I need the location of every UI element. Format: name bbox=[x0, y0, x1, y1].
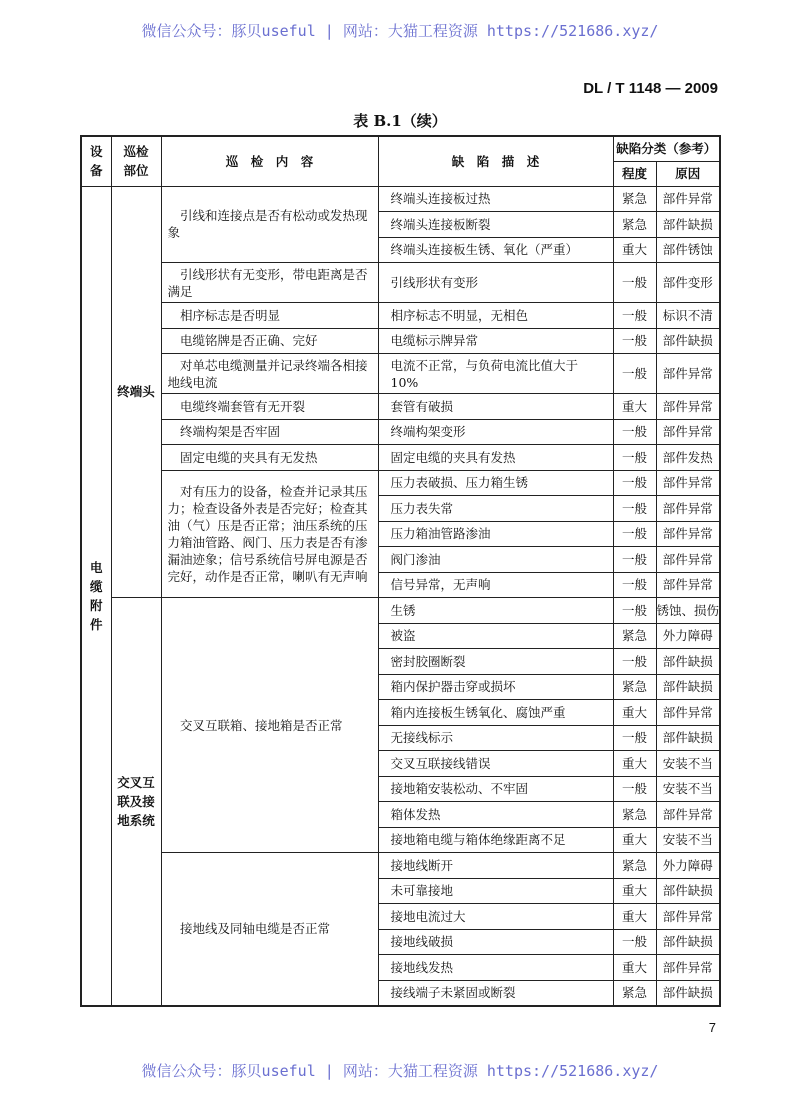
table-caption: 表 B.1（续） bbox=[353, 112, 447, 130]
content-cell: 引线形状有无变形，带电距离是否满足 bbox=[161, 263, 378, 303]
severity-cell: 一般 bbox=[613, 496, 656, 522]
severity-cell: 重大 bbox=[613, 751, 656, 777]
cause-cell: 部件异常 bbox=[656, 547, 720, 573]
table-row bbox=[81, 598, 720, 624]
severity-cell: 一般 bbox=[613, 598, 656, 624]
defect-cell: 接地线发热 bbox=[378, 955, 613, 981]
cause-cell: 部件异常 bbox=[656, 802, 720, 828]
header-category: 缺陷分类（参考） bbox=[613, 136, 720, 161]
severity-cell: 紧急 bbox=[613, 186, 656, 212]
defect-cell: 接地箱电缆与箱体绝缘距离不足 bbox=[378, 827, 613, 853]
severity-cell: 重大 bbox=[613, 700, 656, 726]
content-cell: 电缆终端套管有无开裂 bbox=[161, 394, 378, 420]
cause-cell: 部件缺损 bbox=[656, 328, 720, 354]
defect-cell: 生锈 bbox=[378, 598, 613, 624]
severity-cell: 重大 bbox=[613, 878, 656, 904]
cause-cell: 外力障碍 bbox=[656, 853, 720, 879]
inspection-table bbox=[80, 135, 721, 1007]
location-cell: 交叉互 联及接 地系统 bbox=[111, 598, 161, 1006]
page-number: 7 bbox=[708, 1020, 716, 1035]
defect-cell: 箱内保护器击穿或损坏 bbox=[378, 674, 613, 700]
cause-cell: 部件缺损 bbox=[656, 878, 720, 904]
cause-cell: 部件变形 bbox=[656, 263, 720, 303]
content-cell: 终端构架是否牢固 bbox=[161, 419, 378, 445]
watermark-top: 微信公众号：豚贝useful | 网站：大猫工程资源 https://521686.xyz/ bbox=[141, 22, 659, 40]
cause-cell: 标识不清 bbox=[656, 303, 720, 329]
cause-cell: 部件缺损 bbox=[656, 674, 720, 700]
defect-cell: 终端头连接板过热 bbox=[378, 186, 613, 212]
severity-cell: 一般 bbox=[613, 470, 656, 496]
defect-cell: 接地线破损 bbox=[378, 929, 613, 955]
defect-cell: 终端头连接板生锈、氧化（严重） bbox=[378, 237, 613, 263]
standard-number: DL / T 1148 — 2009 bbox=[583, 80, 718, 97]
content-cell: 对有压力的设备，检查并记录其压力；检查设备外表是否完好；检查其油（气）压是否正常；油压系统的压力箱油管路、阀门、压力表是否有渗漏油迹象；信号系统信号屏电源是否完好，动作是否正常，喇叭有无声响 bbox=[161, 470, 378, 598]
severity-cell: 一般 bbox=[613, 263, 656, 303]
severity-cell: 一般 bbox=[613, 521, 656, 547]
severity-cell: 一般 bbox=[613, 419, 656, 445]
defect-cell: 引线形状有变形 bbox=[378, 263, 613, 303]
severity-cell: 一般 bbox=[613, 649, 656, 675]
defect-cell: 交叉互联接线错误 bbox=[378, 751, 613, 777]
equipment-cell: 电 缆 附 件 bbox=[81, 186, 111, 1006]
cause-cell: 部件异常 bbox=[656, 955, 720, 981]
cause-cell: 外力障碍 bbox=[656, 623, 720, 649]
cause-cell: 部件锈蚀 bbox=[656, 237, 720, 263]
table-row bbox=[81, 263, 720, 303]
severity-cell: 重大 bbox=[613, 827, 656, 853]
severity-cell: 一般 bbox=[613, 572, 656, 598]
watermark-bottom: 微信公众号：豚贝useful | 网站：大猫工程资源 https://521686.xyz/ bbox=[141, 1062, 659, 1080]
table-row bbox=[81, 303, 720, 329]
table-row bbox=[81, 328, 720, 354]
severity-cell: 紧急 bbox=[613, 674, 656, 700]
table-row bbox=[81, 186, 720, 212]
cause-cell: 部件异常 bbox=[656, 904, 720, 930]
severity-cell: 一般 bbox=[613, 354, 656, 394]
cause-cell: 部件异常 bbox=[656, 419, 720, 445]
defect-cell: 未可靠接地 bbox=[378, 878, 613, 904]
severity-cell: 一般 bbox=[613, 303, 656, 329]
table-row bbox=[81, 394, 720, 420]
severity-cell: 一般 bbox=[613, 328, 656, 354]
defect-cell: 电缆标示牌异常 bbox=[378, 328, 613, 354]
content-cell: 接地线及同轴电缆是否正常 bbox=[161, 853, 378, 1006]
defect-cell: 压力表破损、压力箱生锈 bbox=[378, 470, 613, 496]
defect-cell: 接地箱安装松动、不牢固 bbox=[378, 776, 613, 802]
content-cell: 电缆铭牌是否正确、完好 bbox=[161, 328, 378, 354]
cause-cell: 部件异常 bbox=[656, 470, 720, 496]
defect-cell: 被盗 bbox=[378, 623, 613, 649]
header-content: 巡 检 内 容 bbox=[161, 136, 378, 186]
cause-cell: 部件缺损 bbox=[656, 649, 720, 675]
table-row bbox=[81, 354, 720, 394]
defect-cell: 阀门渗油 bbox=[378, 547, 613, 573]
cause-cell: 部件异常 bbox=[656, 354, 720, 394]
severity-cell: 一般 bbox=[613, 929, 656, 955]
severity-cell: 重大 bbox=[613, 394, 656, 420]
cause-cell: 安装不当 bbox=[656, 827, 720, 853]
defect-cell: 箱内连接板生锈氧化、腐蚀严重 bbox=[378, 700, 613, 726]
defect-cell: 终端构架变形 bbox=[378, 419, 613, 445]
content-cell: 相序标志是否明显 bbox=[161, 303, 378, 329]
defect-cell: 套管有破损 bbox=[378, 394, 613, 420]
header-defect: 缺 陷 描 述 bbox=[378, 136, 613, 186]
cause-cell: 部件异常 bbox=[656, 496, 720, 522]
content-cell: 固定电缆的夹具有无发热 bbox=[161, 445, 378, 471]
table-row bbox=[81, 853, 720, 879]
severity-cell: 紧急 bbox=[613, 980, 656, 1006]
severity-cell: 紧急 bbox=[613, 802, 656, 828]
table-row bbox=[81, 470, 720, 496]
severity-cell: 紧急 bbox=[613, 853, 656, 879]
severity-cell: 重大 bbox=[613, 237, 656, 263]
table-row bbox=[81, 419, 720, 445]
content-cell: 交叉互联箱、接地箱是否正常 bbox=[161, 598, 378, 853]
defect-cell: 固定电缆的夹具有发热 bbox=[378, 445, 613, 471]
cause-cell: 部件缺损 bbox=[656, 980, 720, 1006]
defect-cell: 接地电流过大 bbox=[378, 904, 613, 930]
defect-cell: 压力箱油管路渗油 bbox=[378, 521, 613, 547]
severity-cell: 一般 bbox=[613, 445, 656, 471]
defect-cell: 终端头连接板断裂 bbox=[378, 212, 613, 238]
defect-cell: 压力表失常 bbox=[378, 496, 613, 522]
severity-cell: 一般 bbox=[613, 547, 656, 573]
severity-cell: 一般 bbox=[613, 776, 656, 802]
cause-cell: 部件异常 bbox=[656, 394, 720, 420]
cause-cell: 部件异常 bbox=[656, 186, 720, 212]
cause-cell: 部件发热 bbox=[656, 445, 720, 471]
cause-cell: 安装不当 bbox=[656, 776, 720, 802]
severity-cell: 重大 bbox=[613, 904, 656, 930]
content-cell: 引线和连接点是否有松动或发热现象 bbox=[161, 186, 378, 263]
severity-cell: 重大 bbox=[613, 955, 656, 981]
defect-cell: 箱体发热 bbox=[378, 802, 613, 828]
header-cause: 原因 bbox=[656, 161, 720, 186]
severity-cell: 紧急 bbox=[613, 623, 656, 649]
defect-cell: 密封胶圈断裂 bbox=[378, 649, 613, 675]
severity-cell: 紧急 bbox=[613, 212, 656, 238]
header-equipment: 设 备 bbox=[81, 136, 111, 186]
defect-cell: 接地线断开 bbox=[378, 853, 613, 879]
header-severity: 程度 bbox=[613, 161, 656, 186]
defect-cell: 电流不正常，与负荷电流比值大于 10% bbox=[378, 354, 613, 394]
content-cell: 对单芯电缆测量并记录终端各相接地线电流 bbox=[161, 354, 378, 394]
cause-cell: 部件异常 bbox=[656, 572, 720, 598]
cause-cell: 部件缺损 bbox=[656, 212, 720, 238]
cause-cell: 部件异常 bbox=[656, 700, 720, 726]
defect-cell: 相序标志不明显，无相色 bbox=[378, 303, 613, 329]
cause-cell: 部件缺损 bbox=[656, 725, 720, 751]
header-location: 巡检 部位 bbox=[111, 136, 161, 186]
cause-cell: 安装不当 bbox=[656, 751, 720, 777]
defect-cell: 无接线标示 bbox=[378, 725, 613, 751]
severity-cell: 一般 bbox=[613, 725, 656, 751]
defect-cell: 信号异常，无声响 bbox=[378, 572, 613, 598]
cause-cell: 部件缺损 bbox=[656, 929, 720, 955]
table-row bbox=[81, 445, 720, 471]
location-cell: 终端头 bbox=[111, 186, 161, 598]
defect-cell: 接线端子未紧固或断裂 bbox=[378, 980, 613, 1006]
cause-cell: 锈蚀、损伤 bbox=[656, 598, 720, 624]
cause-cell: 部件异常 bbox=[656, 521, 720, 547]
